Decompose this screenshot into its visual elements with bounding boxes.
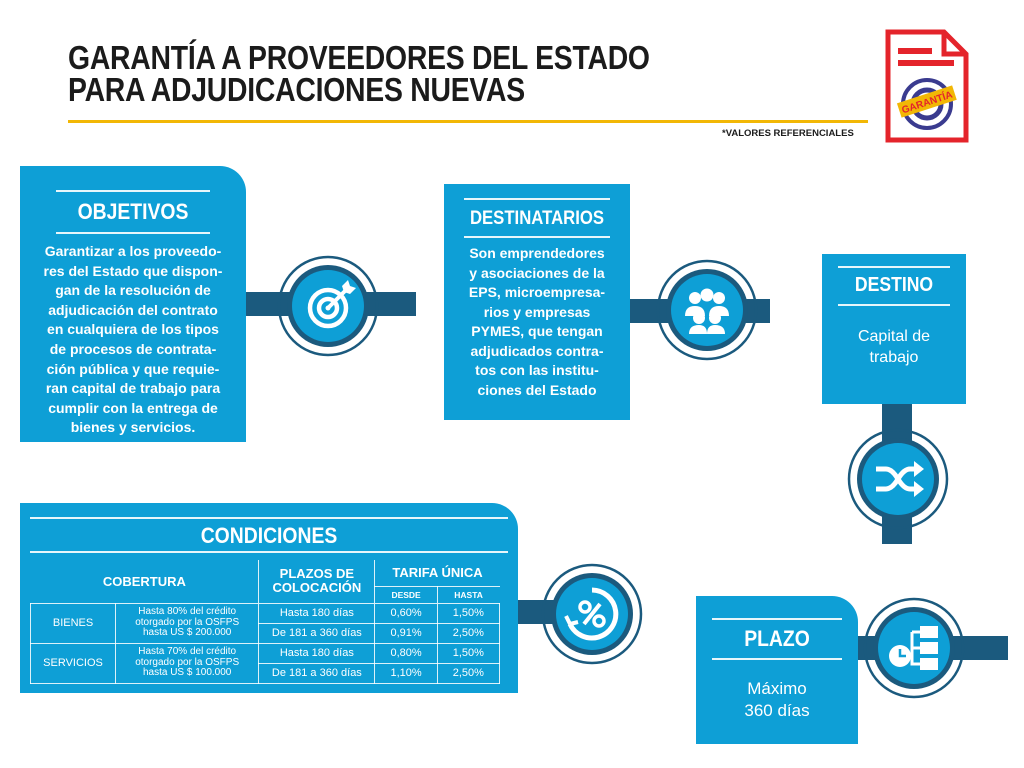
col-header-desde: DESDE bbox=[391, 589, 421, 600]
destinatarios-text bbox=[446, 244, 628, 400]
condiciones-title: CONDICIONES bbox=[200, 523, 338, 548]
reference-note: *VALORES REFERENCIALES bbox=[722, 128, 854, 139]
cell-plazo: De 181 a 360 días bbox=[259, 623, 375, 643]
cell-plazo: Hasta 180 días bbox=[259, 643, 375, 663]
text-line: 360 días bbox=[744, 701, 810, 720]
target-icon bbox=[276, 254, 380, 358]
cell-hasta: 1,50% bbox=[437, 603, 499, 623]
row-type: SERVICIOS bbox=[31, 643, 116, 683]
col-header-hasta: HASTA bbox=[437, 586, 499, 603]
row-cobertura bbox=[116, 643, 259, 683]
text-line: Capital de bbox=[857, 328, 931, 345]
cell-hasta: 2,50% bbox=[437, 663, 499, 683]
destino-title: DESTINO bbox=[854, 274, 934, 296]
col-header-tarifa: TARIFA ÚNICA bbox=[375, 560, 500, 586]
text-line: y asociaciones de la bbox=[469, 264, 605, 281]
percent-icon bbox=[540, 562, 644, 666]
text-line: PYMES, que tengan bbox=[471, 323, 603, 339]
cell-desde: 1,10% bbox=[375, 663, 437, 683]
destinatarios-card bbox=[444, 184, 630, 420]
cell-desde: 0,91% bbox=[375, 623, 437, 643]
table-row bbox=[31, 603, 500, 623]
col-header-plazos bbox=[259, 560, 375, 603]
logo-text: GARANTÍA bbox=[900, 89, 955, 117]
header-line: PLAZOS DE bbox=[279, 566, 355, 582]
cobertura-line: hasta US $ 100.000 bbox=[142, 667, 232, 679]
cell-plazo: Hasta 180 días bbox=[259, 603, 375, 623]
condiciones-table bbox=[30, 560, 500, 684]
divider bbox=[30, 551, 508, 553]
col-header-cobertura: COBERTURA bbox=[31, 560, 259, 603]
divider bbox=[464, 198, 610, 200]
text-line: EPS, microempresa- bbox=[468, 284, 606, 300]
text-line: tos con las institu- bbox=[475, 362, 599, 378]
plazo-text bbox=[696, 678, 858, 722]
page-title-line1: GARANTÍA A PROVEEDORES DEL ESTADO bbox=[68, 39, 650, 76]
text-line: ciones del Estado bbox=[477, 381, 597, 398]
destino-card bbox=[822, 254, 966, 404]
cobertura-line: otorgado por la OSFPS bbox=[135, 616, 240, 628]
plazo-card bbox=[696, 596, 858, 744]
objetivos-title: OBJETIVOS bbox=[77, 199, 189, 224]
text-line: gan de la resolución de bbox=[55, 282, 211, 299]
page-title bbox=[68, 39, 756, 108]
cell-hasta: 2,50% bbox=[437, 623, 499, 643]
objetivos-card bbox=[20, 166, 246, 442]
divider bbox=[30, 517, 508, 519]
cobertura-line: hasta US $ 200.000 bbox=[142, 627, 232, 639]
divider bbox=[56, 190, 210, 192]
text-line: adjudicados contra- bbox=[470, 342, 604, 359]
text-line: cumplir con la entrega de bbox=[48, 399, 218, 416]
cobertura-line: otorgado por la OSFPS bbox=[135, 656, 240, 668]
divider bbox=[56, 232, 210, 234]
text-line: bienes y servicios. bbox=[70, 419, 196, 436]
divider bbox=[464, 236, 610, 238]
cell-desde: 0,80% bbox=[375, 643, 437, 663]
people-group-icon bbox=[655, 258, 759, 362]
text-line: trabajo bbox=[869, 349, 919, 366]
text-line: de procesos de contrata- bbox=[49, 340, 217, 357]
objetivos-text bbox=[24, 242, 242, 438]
row-cobertura bbox=[116, 603, 259, 643]
title-underline bbox=[68, 120, 868, 123]
destinatarios-title: DESTINATARIOS bbox=[469, 208, 605, 229]
cell-hasta: 1,50% bbox=[437, 643, 499, 663]
text-line: ción pública y que requie- bbox=[46, 360, 220, 377]
text-line: Garantizar a los proveedo- bbox=[44, 243, 222, 259]
divider bbox=[838, 304, 950, 306]
header-line: COLOCACIÓN bbox=[272, 580, 362, 596]
text-line: rios y empresas bbox=[483, 303, 591, 320]
page-title-line2: PARA ADJUDICACIONES NUEVAS bbox=[68, 71, 525, 108]
cell-desde: 0,60% bbox=[375, 603, 437, 623]
shuffle-icon bbox=[846, 427, 950, 531]
divider bbox=[712, 618, 842, 620]
cell-plazo: De 181 a 360 días bbox=[259, 663, 375, 683]
text-line: en cualquiera de los tipos bbox=[47, 321, 219, 338]
cobertura-line: Hasta 70% del crédito bbox=[138, 646, 237, 658]
destino-text bbox=[822, 326, 966, 368]
text-line: Son emprendedores bbox=[469, 245, 605, 261]
document-seal-icon bbox=[884, 26, 970, 146]
text-line: res del Estado que dispon- bbox=[43, 262, 223, 279]
row-type: BIENES bbox=[31, 603, 116, 643]
table-row bbox=[31, 643, 500, 663]
divider bbox=[712, 658, 842, 660]
text-line: ran capital de trabajo para bbox=[45, 380, 221, 397]
plazo-title: PLAZO bbox=[744, 626, 810, 651]
text-line: adjudicación del contrato bbox=[48, 301, 218, 318]
clock-hierarchy-icon bbox=[862, 596, 966, 700]
cobertura-line: Hasta 80% del crédito bbox=[138, 606, 237, 618]
text-line: Máximo bbox=[747, 679, 807, 698]
divider bbox=[838, 266, 950, 268]
